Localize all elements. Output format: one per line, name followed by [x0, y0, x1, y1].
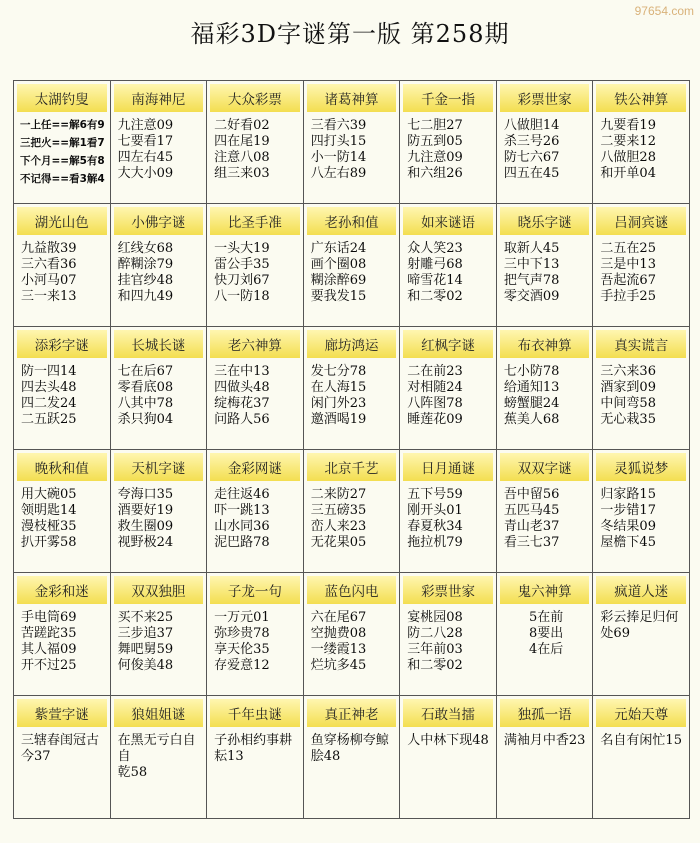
riddle-cell — [400, 573, 497, 696]
riddle-cell-content: 七在后67 零看底08 八其中78 杀只狗04 — [117, 364, 174, 427]
riddle-cell-content: 三辖春闺冠古 今37 — [21, 733, 100, 764]
riddle-cell — [497, 573, 594, 696]
riddle-cell — [207, 327, 304, 450]
riddle-cell-header: 铁公神算 — [596, 84, 686, 112]
riddle-cell-header: 南海神尼 — [114, 84, 204, 112]
riddle-cell-content: 走往返46 吓一跳13 山水同36 泥巴路78 — [214, 487, 270, 550]
riddle-cell-header: 晚秋和值 — [17, 453, 107, 481]
riddle-cell-header: 双双字谜 — [500, 453, 590, 481]
riddle-cell-content: 二好看02 四在尾19 注意八08 组三来03 — [214, 118, 270, 181]
riddle-cell — [497, 327, 594, 450]
riddle-cell — [593, 696, 690, 819]
riddle-cell-header: 比圣手准 — [210, 207, 300, 235]
riddle-cell-header: 双双独胆 — [114, 576, 204, 604]
riddle-cell — [207, 573, 304, 696]
riddle-cell — [497, 696, 594, 819]
riddle-grid — [13, 80, 690, 819]
riddle-cell-content: 二来防27 三五磅35 峦人来23 无花果05 — [310, 487, 367, 550]
riddle-cell-content: 在黑无亏白自自 乾58 — [117, 733, 196, 780]
riddle-cell-content: 满袖月中香23 — [503, 733, 586, 748]
riddle-cell — [593, 81, 690, 204]
riddle-cell-header: 添彩字谜 — [17, 330, 107, 358]
riddle-cell-content: 防一四14 四去头48 四二发24 二五跃25 — [21, 364, 77, 427]
riddle-cell-content: 用大碗05 领明匙14 漫枝桠35 扒开雾58 — [21, 487, 77, 550]
riddle-cell-header: 鬼六神算 — [500, 576, 590, 604]
riddle-cell — [111, 327, 208, 450]
riddle-cell-header: 狼姐姐谜 — [114, 699, 204, 727]
riddle-cell-content: 彩云捧足归何 处69 — [600, 610, 679, 641]
riddle-cell-content: 一上任==解6有9 三把火==解1看7 下个月==解5有8 不记得==看3解4 — [20, 119, 105, 185]
riddle-cell-header: 老孙和值 — [307, 207, 397, 235]
riddle-cell-content: 六在尾67 空抛费08 一缕霞13 烂坑多45 — [310, 610, 367, 673]
riddle-cell-content: 二在前23 对相随24 八阵图78 睡莲花09 — [407, 364, 463, 427]
riddle-cell-content: 5在前 8要出 4在后 — [528, 610, 564, 657]
riddle-cell-content: 三六来36 酒家到09 中间弯58 无心栽35 — [600, 364, 656, 427]
riddle-cell-content: 三在中13 四做头48 绽梅花37 问路人56 — [214, 364, 270, 427]
riddle-cell — [207, 204, 304, 327]
riddle-cell-content: 七二胆27 防五到05 九注意09 和六组26 — [407, 118, 463, 181]
riddle-cell-header: 彩票世家 — [403, 576, 493, 604]
riddle-cell-header: 晓乐字谜 — [500, 207, 590, 235]
riddle-cell — [304, 327, 401, 450]
riddle-cell — [593, 573, 690, 696]
riddle-cell-header: 子龙一句 — [210, 576, 300, 604]
riddle-cell — [400, 81, 497, 204]
riddle-cell-content: 买不来25 三步追37 舞吧舅59 何俊美48 — [117, 610, 174, 673]
riddle-cell-content: 红线女68 醉糊涂79 挂官纱48 和四九49 — [117, 241, 174, 304]
riddle-cell-content: 九要看19 二要来12 八做胆28 和开单04 — [600, 118, 656, 181]
riddle-cell-header: 北京千艺 — [307, 453, 397, 481]
riddle-cell-header: 老六神算 — [210, 330, 300, 358]
riddle-cell-content: 归家路15 一步错17 冬结果09 屋檐下45 — [600, 487, 656, 550]
riddle-cell-header: 红枫字谜 — [403, 330, 493, 358]
riddle-cell — [111, 573, 208, 696]
riddle-cell — [207, 81, 304, 204]
page-title: 福彩3D字谜第一版 第258期 — [190, 20, 510, 48]
riddle-cell-content: 九益散39 三六看36 小河马07 三一来13 — [21, 241, 77, 304]
riddle-cell-content: 三看六39 四打头15 小一防14 八左右89 — [310, 118, 367, 181]
riddle-cell-header: 小佛字谜 — [114, 207, 204, 235]
riddle-cell-header: 廊坊鸿运 — [307, 330, 397, 358]
riddle-cell-content: 二五在25 三是中13 吾起流67 手拉手25 — [600, 241, 656, 304]
riddle-cell-header: 日月通谜 — [403, 453, 493, 481]
riddle-cell-content: 名自有闲忙15 — [600, 733, 682, 748]
riddle-cell — [111, 450, 208, 573]
riddle-cell-content: 鱼穿杨柳夸鲸 脍48 — [310, 733, 389, 764]
riddle-cell-content: 子孙相约事耕 耘13 — [214, 733, 293, 764]
riddle-cell-content: 取新人45 三中下13 把气声78 零交酒09 — [503, 241, 560, 304]
riddle-cell-header: 千金一指 — [403, 84, 493, 112]
riddle-cell-header: 天机字谜 — [114, 453, 204, 481]
riddle-cell-content: 吾中留56 五匹马45 青山老37 看三七37 — [503, 487, 560, 550]
riddle-cell-content: 夸海口35 酒要好19 救生圈09 视野极24 — [117, 487, 174, 550]
riddle-cell — [497, 81, 594, 204]
riddle-cell — [207, 450, 304, 573]
riddle-cell-content: 发七分78 在人海15 闲门外23 邀酒喝19 — [310, 364, 367, 427]
riddle-cell — [304, 81, 401, 204]
riddle-cell-header: 独孤一语 — [500, 699, 590, 727]
riddle-cell — [14, 573, 111, 696]
riddle-cell-header: 彩票世家 — [500, 84, 590, 112]
riddle-cell-content: 九注意09 七要看17 四左右45 大大小09 — [117, 118, 174, 181]
riddle-cell-header: 金彩和迷 — [17, 576, 107, 604]
riddle-cell — [497, 204, 594, 327]
riddle-cell-header: 真正神老 — [307, 699, 397, 727]
riddle-cell — [14, 696, 111, 819]
riddle-cell — [497, 450, 594, 573]
riddle-cell-header: 蓝色闪电 — [307, 576, 397, 604]
riddle-cell-header: 如来谜语 — [403, 207, 493, 235]
riddle-cell-header: 长城长谜 — [114, 330, 204, 358]
riddle-cell-header: 疯道人迷 — [596, 576, 686, 604]
riddle-cell-header: 千年虫谜 — [210, 699, 300, 727]
riddle-cell — [593, 204, 690, 327]
riddle-cell-header: 石敢当擂 — [403, 699, 493, 727]
riddle-cell-content: 八做胆14 杀三号26 防七六67 四五在45 — [503, 118, 560, 181]
riddle-cell-content: 手电筒69 苦蹉跎35 其人福09 开不过25 — [21, 610, 77, 673]
riddle-cell — [111, 204, 208, 327]
riddle-cell-header: 湖光山色 — [17, 207, 107, 235]
riddle-cell — [400, 327, 497, 450]
riddle-cell-header: 紫萱字谜 — [17, 699, 107, 727]
riddle-cell-content: 一头大19 雷公手35 快刀刘67 八一防18 — [214, 241, 270, 304]
riddle-cell-content: 七小防78 给通知13 螃蟹腿24 蕉美人68 — [503, 364, 560, 427]
riddle-cell-header: 吕洞宾谜 — [596, 207, 686, 235]
riddle-cell — [400, 204, 497, 327]
riddle-cell — [14, 204, 111, 327]
riddle-cell — [304, 696, 401, 819]
riddle-cell — [207, 696, 304, 819]
riddle-cell — [400, 450, 497, 573]
riddle-cell-header: 布衣神算 — [500, 330, 590, 358]
riddle-cell-content: 众人笑23 射雕弓68 啼雪花14 和二零02 — [407, 241, 463, 304]
riddle-cell-content: 广东话24 画个圈08 糊涂醉69 要我发15 — [310, 241, 367, 304]
riddle-cell-content: 人中林下现48 — [407, 733, 489, 748]
riddle-cell — [14, 450, 111, 573]
riddle-cell-header: 金彩网谜 — [210, 453, 300, 481]
riddle-cell-header: 大众彩票 — [210, 84, 300, 112]
riddle-cell — [14, 327, 111, 450]
riddle-cell — [593, 327, 690, 450]
riddle-cell-content: 一万元01 弥珍贵78 享天伦35 存爱意12 — [214, 610, 270, 673]
riddle-cell — [304, 450, 401, 573]
riddle-cell-content: 五下号59 刚开头01 春夏秋34 拖拉机79 — [407, 487, 463, 550]
riddle-cell — [14, 81, 111, 204]
riddle-cell-header: 诸葛神算 — [307, 84, 397, 112]
riddle-cell — [111, 81, 208, 204]
riddle-cell — [304, 204, 401, 327]
riddle-cell — [111, 696, 208, 819]
riddle-cell-header: 真实谎言 — [596, 330, 686, 358]
site-watermark: 97654.com — [634, 4, 694, 18]
riddle-cell-header: 元始天尊 — [596, 699, 686, 727]
riddle-cell — [593, 450, 690, 573]
riddle-cell — [400, 696, 497, 819]
riddle-cell-header: 太湖钓叟 — [17, 84, 107, 112]
riddle-cell-content: 宴桃园08 防二八28 三年前03 和二零02 — [407, 610, 463, 673]
riddle-cell — [304, 573, 401, 696]
riddle-cell-header: 灵狐说梦 — [596, 453, 686, 481]
